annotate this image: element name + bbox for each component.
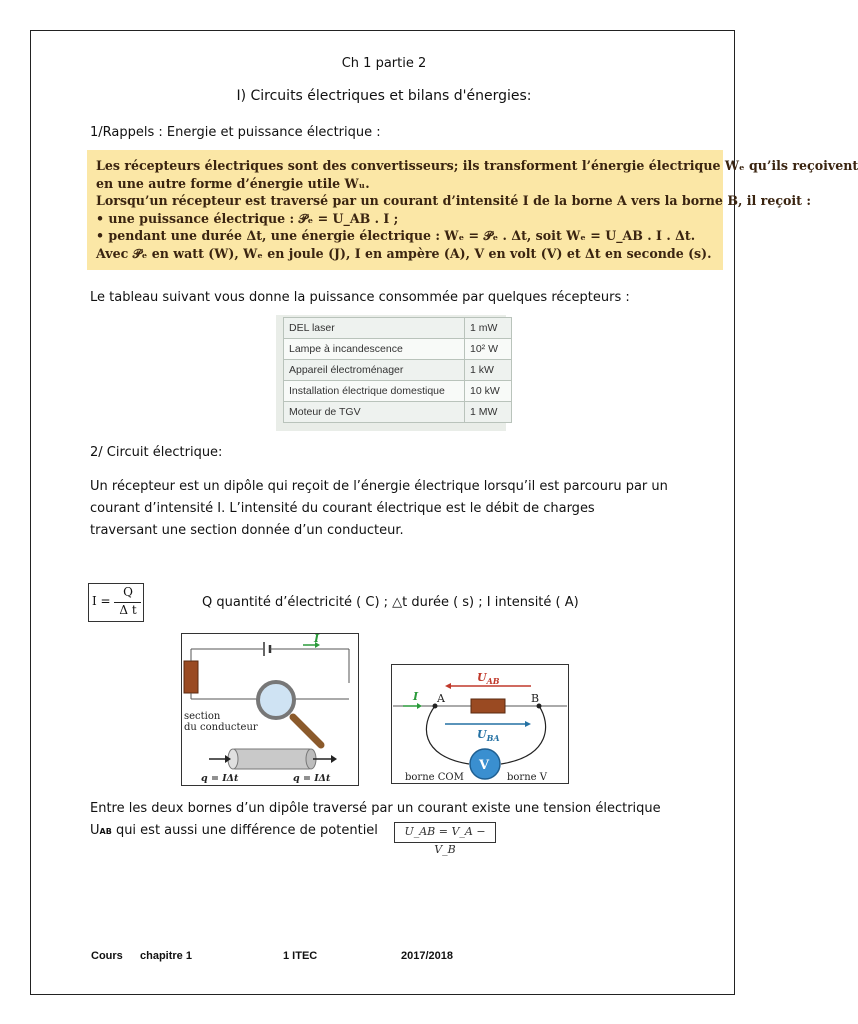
device-cell: DEL laser [284, 318, 465, 339]
power-cell: 1 mW [465, 318, 512, 339]
conductor-cylinder [233, 749, 311, 769]
table-row [284, 402, 512, 423]
tension-u: U [90, 823, 100, 838]
table-row [284, 360, 512, 381]
box-line: Lorsqu’un récepteur est traversé par un courant d’intensité I de la borne A vers la borne B, il reçoit : [96, 193, 812, 208]
current-label: I [314, 632, 320, 645]
section-label: du conducteur [184, 722, 258, 733]
terminal-b-label: B [531, 692, 540, 705]
section-label: section [184, 711, 221, 722]
formula-lhs: I = [92, 594, 111, 608]
table-row [284, 339, 512, 360]
power-cell: 10² W [465, 339, 512, 360]
box-line: • pendant une durée Δt, une énergie électrique : Wₑ = 𝒫ₑ . Δt, soit Wₑ = U_AB . I . Δt. [96, 228, 696, 243]
footer-chapter: chapitre 1 [140, 950, 192, 962]
power-cell: 1 kW [465, 360, 512, 381]
intensity-formula [88, 583, 144, 622]
tension-line-2 [90, 820, 378, 843]
charge-label-left: q = IΔt [201, 773, 239, 784]
conductor-figure [181, 633, 359, 786]
uba-label: $U_{BA}$ [477, 728, 500, 743]
current-label: I [413, 690, 419, 703]
table-row [284, 381, 512, 402]
power-table [283, 317, 512, 423]
table-intro: Le tableau suivant vous donne la puissance consommée par quelques récepteurs : [90, 290, 630, 305]
table-row [284, 318, 512, 339]
tension-text: qui est aussi une différence de potentiel [111, 823, 378, 838]
page-title: I) Circuits électriques et bilans d'énergies: [236, 88, 532, 104]
terminal-a-label: A [437, 692, 445, 705]
resistor-icon [471, 699, 505, 713]
borne-v-label: borne V [507, 772, 547, 783]
box-line: en une autre forme d’énergie utile Wᵤ. [96, 175, 370, 191]
device-cell: Moteur de TGV [284, 402, 465, 423]
paragraph-line: courant d’intensité I. L’intensité du courant électrique est le débit de charges [90, 501, 595, 516]
formula-denominator: Δ t [119, 603, 137, 617]
device-cell: Lampe à incandescence [284, 339, 465, 360]
tension-line-1: Entre les deux bornes d’un dipôle traversé par un courant existe une tension électrique [90, 801, 661, 816]
footer-course: Cours [91, 950, 123, 962]
section2-heading: 2/ Circuit électrique: [90, 445, 223, 460]
potential-formula: U_AB = V_A − V_B [394, 822, 496, 843]
voltmeter-figure [391, 664, 569, 784]
formula-legend: Q quantité d’électricité ( C) ; △t durée ( s) ; I intensité ( A) [202, 595, 579, 610]
tension-subscript: AB [99, 827, 112, 836]
footer-class: 1 ITEC [283, 950, 318, 962]
power-cell: 10 kW [465, 381, 512, 402]
paragraph-line: Un récepteur est un dipôle qui reçoit de l’énergie électrique lorsqu’il est parcouru par un [90, 479, 668, 494]
paragraph-line: traversant une section donnée d’un conducteur. [90, 523, 404, 538]
magnifier-icon [258, 682, 294, 718]
voltmeter-symbol: V [479, 758, 490, 773]
definition-box [87, 150, 858, 270]
box-line: • une puissance électrique : 𝒫ₑ = U_AB . I ; [96, 210, 399, 226]
device-cell: Installation électrique domestique [284, 381, 465, 402]
chapter-label: Ch 1 partie 2 [341, 56, 427, 71]
box-line: Les récepteurs électriques sont des convertisseurs; ils transforment l’énergie électrique Wₑ qu’ils reçoivent [96, 158, 858, 173]
borne-com-label: borne COM [405, 772, 464, 783]
charge-label-right: q = IΔt [293, 773, 331, 784]
footer-year: 2017/2018 [401, 950, 453, 962]
uab-label: $U_{AB}$ [477, 671, 500, 686]
resistor-icon [184, 661, 198, 693]
power-cell: 1 MW [465, 402, 512, 423]
section1-heading: 1/Rappels : Energie et puissance électrique : [90, 125, 381, 140]
formula-numerator: Q [123, 585, 133, 599]
box-line: Avec 𝒫ₑ en watt (W), Wₑ en joule (J), I en ampère (A), V en volt (V) et Δt en seconde (s). [96, 245, 712, 261]
device-cell: Appareil électroménager [284, 360, 465, 381]
